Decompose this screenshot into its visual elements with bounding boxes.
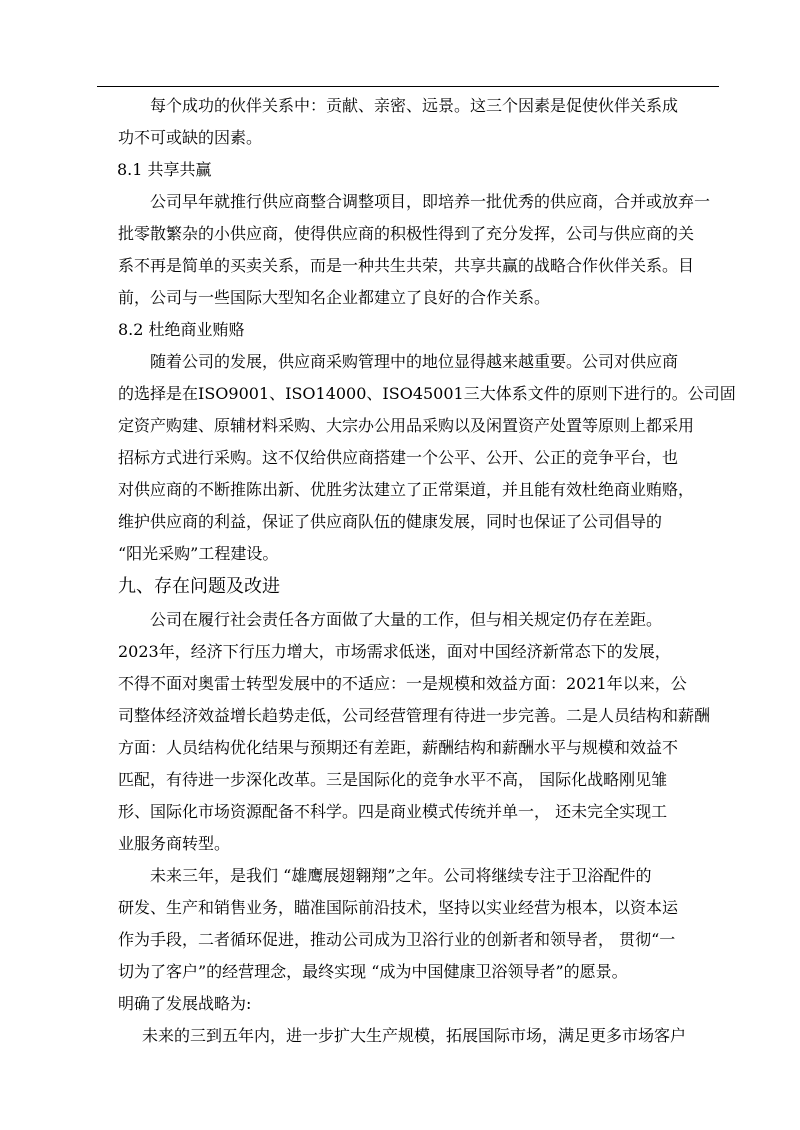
section-heading-9: 九、存在问题及改进 [118,576,280,597]
text-line: 业服务商转型。 [118,834,231,853]
text-line: 未来三年，是我们 “雄鹰展翅翱翔”之年。公司将继续专注于卫浴配件的 [150,866,652,885]
text-line: 不得不面对奥雷士转型发展中的不适应：一是规模和效益方面：2021年以来，公 [118,674,687,693]
text-line: 作为手段，二者循环促进，推动公司成为卫浴行业的创新者和领导者， 贯彻“一 [118,930,676,949]
text-line: 功不可或缺的因素。 [118,128,263,147]
text-line: 批零散繁杂的小供应商，使得供应商的积极性得到了充分发挥，公司与供应商的关 [118,224,695,243]
header-rule [97,86,719,87]
text-line: 形、国际化市场资源配备不科学。四是商业模式传统并单一， 还未完全实现工 [118,802,668,821]
document-body [117,90,736,1052]
text-line: 对供应商的不断推陈出新、优胜劣汰建立了正常渠道，并且能有效杜绝商业贿赂， [118,480,695,499]
text-line: 方面：人员结构优化结果与预期还有差距，薪酬结构和薪酬水平与规模和效益不 [118,738,679,757]
paragraph-strategy: 未来的三到五年内，进一步扩大生产规模，拓展国际市场，满足更多市场客户 [142,1026,687,1045]
text-line: 定资产购建、原辅材料采购、大宗办公用品采购以及闲置资产处置等原则上都采用 [118,416,695,435]
text-line: 招标方式进行采购。这不仅给供应商搭建一个公平、公开、公正的竞争平台，也 [118,448,679,467]
text-line: 前，公司与一些国际大型知名企业都建立了良好的合作关系。 [118,288,551,307]
text-line: 2023年，经济下行压力增大，市场需求低迷，面对中国经济新常态下的发展， [118,642,671,661]
text-line: 维护供应商的利益，保证了供应商队伍的健康发展，同时也保证了公司倡导的 [118,512,663,531]
text-line: 的选择是在ISO9001、ISO14000、ISO45001三大体系文件的原则下进行的。公司固 [118,384,736,403]
section-heading-8-1: 8.1 共享共赢 [117,160,212,179]
text-line: “阳光采购”工程建设。 [118,544,279,563]
text-line: 每个成功的伙伴关系中：贡献、亲密、远景。这三个因素是促使伙伴关系成 [150,96,679,115]
paragraph-partnership [118,90,678,154]
section-heading-8-2: 8.2 杜绝商业贿赂 [118,320,245,339]
text-line: 司整体经济效益增长趋势走低，公司经营管理有待进一步完善。二是人员结构和薪酬 [118,706,711,725]
paragraph-problems [118,604,711,860]
text-line: 公司在履行社会责任各方面做了大量的工作，但与相关规定仍存在差距。 [150,610,663,629]
text-line: 切为了客户”的经营理念，最终实现 “成为中国健康卫浴领导者”的愿景。 [118,962,628,981]
text-line: 匹配，有待进一步深化改革。三是国际化的竞争水平不高， 国际化战略刚见雏 [118,770,668,789]
text-line: 随着公司的发展，供应商采购管理中的地位显得越来越重要。公司对供应商 [150,352,679,371]
text-line: 公司早年就推行供应商整合调整项目，即培养一批优秀的供应商，合并或放弃一 [150,192,711,211]
text-line: 系不再是简单的买卖关系，而是一种共生共荣，共享共赢的战略合作伙伴关系。目 [118,256,695,275]
paragraph-anti-bribery [118,346,736,570]
paragraph-strategy-intro: 明确了发展战略为: [118,994,252,1013]
paragraph-future [118,860,678,988]
paragraph-win-win [118,186,711,314]
text-line: 研发、生产和销售业务，瞄准国际前沿技术，坚持以实业经营为根本，以资本运 [118,898,679,917]
